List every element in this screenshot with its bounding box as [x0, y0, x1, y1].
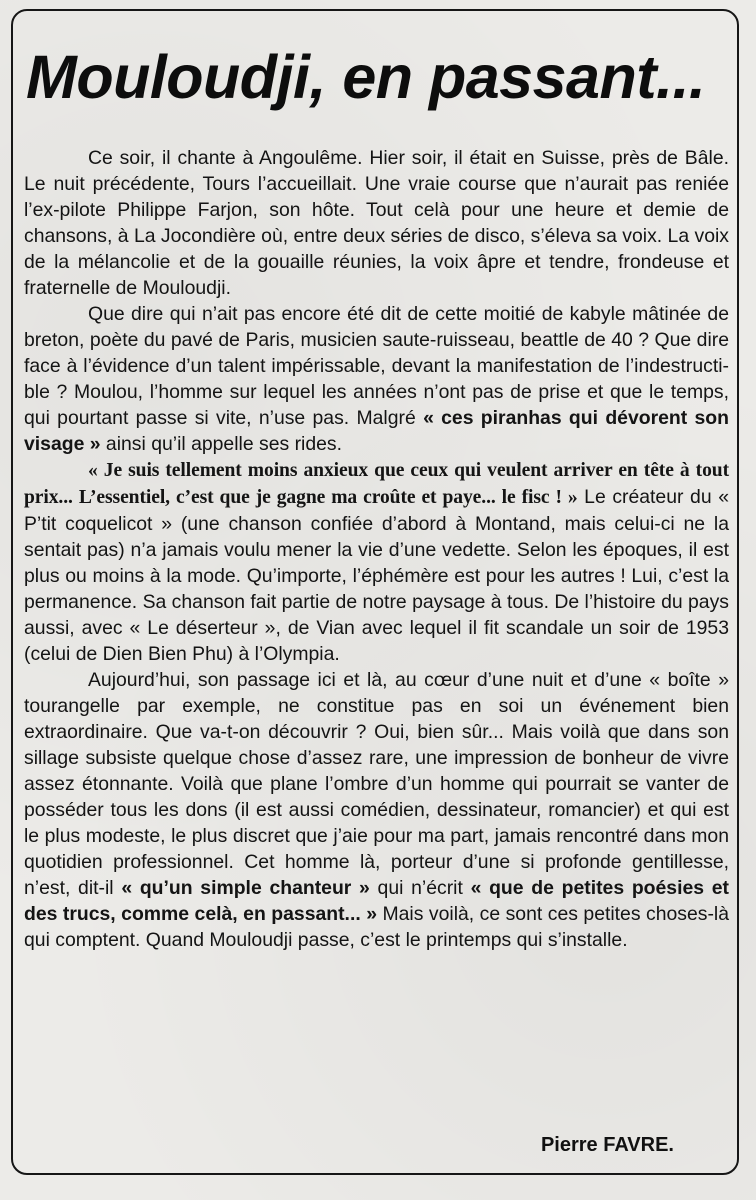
paragraph-4: [24, 667, 729, 953]
paragraph-3-text: Le créateur du « P’tit coquelicot » (une chanson confiée d’abord à Montand, mais celui-ci ne la sentait pas) n’a jamais voulu mener la vie d’une vedette. Selon les époques, il est plus ou moins à la mode. Qu’importe, l’éphémère est pour les autres ! Lui, c’est la permanence. Sa chanson fait partie de notre paysage à tous. De l’histoire du pays aussi, avec « Le déserteur », de Vian avec lequel il fit scandale un soir de 1953 (celui de Dien Bien Phu) à l’Olympia.: [24, 486, 729, 665]
paragraph-2-quote: « ces piranhas qui dévorent son visage »: [24, 407, 729, 455]
paragraph-2-text-b: ainsi qu’il appelle ses rides.: [100, 433, 342, 455]
paragraph-4-quote-2: « que de petites poésies et des trucs, comme celà, en passant... »: [24, 877, 729, 925]
paragraph-3: [24, 457, 729, 667]
article-body: [24, 145, 729, 953]
paragraph-2-text-a: Que dire qui n’ait pas encore été dit de cette moitié de kabyle mâtinée de breton, poète du pavé de Paris, musicien saute-ruisseau, beattle de 40 ? Que dire face à l’évidence d’un talent impérissable, devant la manifestation de l’indestructible ? Moulou, l’homme sur lequel les années n’ont pas de prise et que le temps, qui pourtant passe si vite, n’use pas. Malgré: [24, 303, 729, 429]
headline: Mouloudji, en passant...: [26, 43, 706, 111]
print-bleed-through: [6, 1178, 750, 1198]
paragraph-1-text: Ce soir, il chante à Angoulême. Hier soir, il était en Suisse, près de Bâle. Le nuit précédente, Tours l’accueillait. Une vraie course que n’aurait pas reniée l’ex-pilote Philippe Farjon, son hôte. Tout celà pour une heure et demie de chansons, à La Jocondière où, entre deux séries de disco, s’éleva sa voix. La voix de la mélancolie et de la gouaille réunies, la voix âpre et tendre, frondeuse et fraternelle de Mouloudji.: [24, 147, 729, 299]
paragraph-4-text-a: Aujourd’hui, son passage ici et là, au cœur d’une nuit et d’une « boîte » tourangelle par exemple, ne constitue pas en soi un événement bien extraordinaire. Que va-t-on découvrir ? Oui, bien sûr... Mais voilà que dans son sillage subsiste quelque chose d’assez rare, une impression de bonheur de vivre assez étonnante. Voilà que plane l’ombre d’un homme qui pourrait se vanter de posséder tous les dons (il est aussi comédien, dessinateur, romancier) et qui est le plus modeste, le plus discret que j’aie pour ma part, jamais rencontré dans mon quotidien professionnel. Cet homme là, porteur d’une si profonde gentillesse, n’est, dit-il: [24, 669, 729, 899]
paragraph-4-text-c: Mais voilà, ce sont ces petites choses-là qui comptent. Quand Mouloudji passe, c’est le printemps qui s’installe.: [24, 903, 730, 951]
paragraph-3-quote: « Je suis tellement moins anxieux que ceux qui veulent arriver en tête à tout prix... L’essentiel, c’est que je gagne ma croûte et paye... le fisc ! »: [24, 460, 729, 508]
author-signature: Pierre FAVRE.: [540, 1134, 674, 1156]
paragraph-2: [24, 301, 729, 457]
paragraph-4-quote-1: « qu’un simple chanteur »: [121, 877, 370, 899]
paragraph-1: [24, 145, 729, 301]
paragraph-4-text-b: qui n’écrit: [369, 877, 471, 899]
